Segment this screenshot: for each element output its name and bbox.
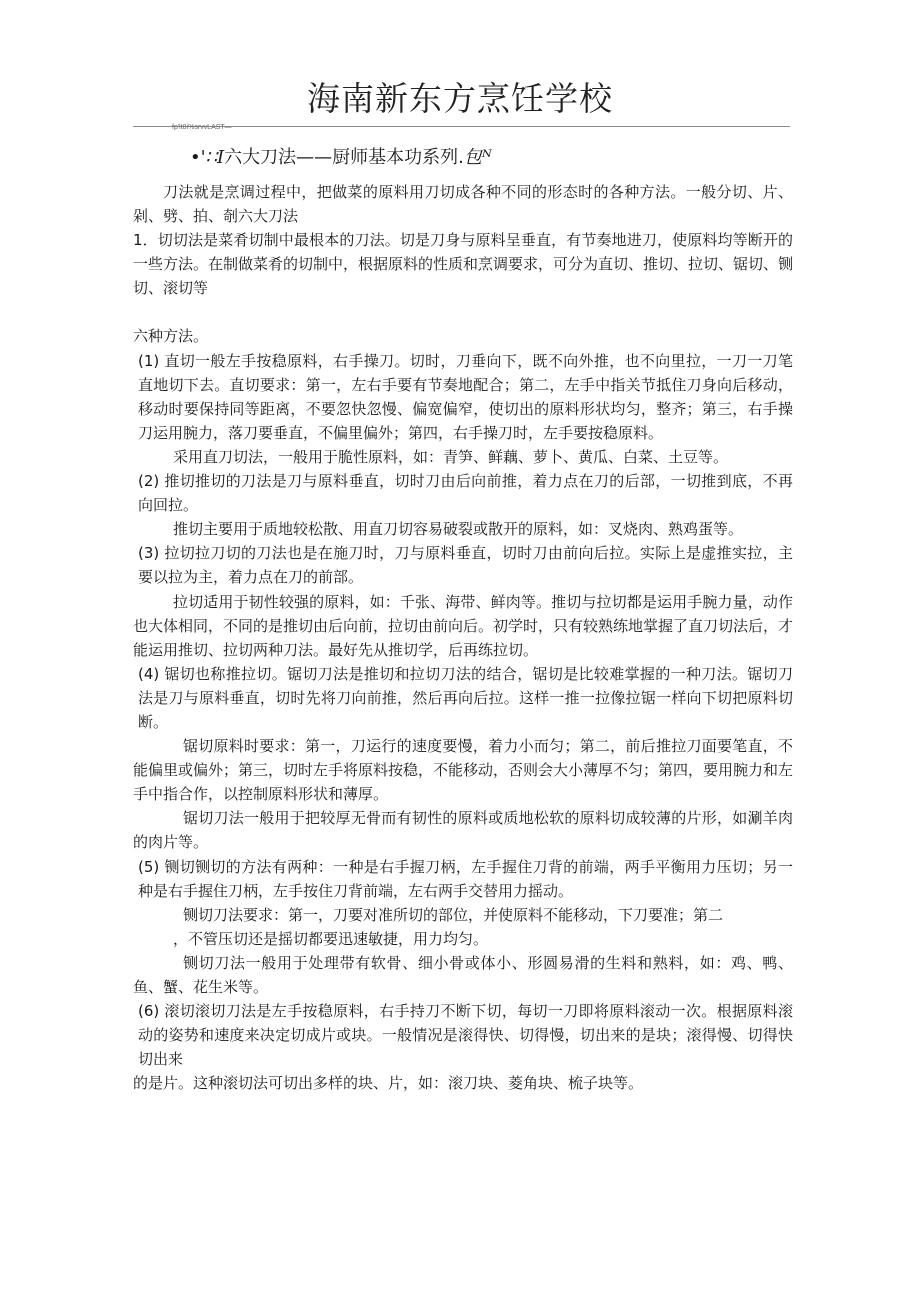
header-subtext: fp'lt8i%srvvLAST—: [172, 124, 232, 131]
paragraph-zhiqie: (1) 直切一般左手按稳原料，右手操刀。切时，刀垂向下，既不向外推，也不向里拉，一刀一刀笔直地切下去。直切要求：第一，左右手要有节奏地配合；第二，左手中指关节抵住刀身向后移动，移动时要保持同等距离，不要忽快忽慢、偏宽偏窄，使切出的原料形状均匀，整齐；第三，右手操刀运用腕力，落刀要垂直，不偏里偏外；第四，右手操刀时，左手要按稳原料。: [138, 351, 793, 442]
paragraph-juqie: (4) 锯切也称推拉切。锯切刀法是推切和拉切刀法的结合，锯切是比较难掌握的一种刀法。锯切刀法是刀与原料垂直，切时先将刀向前推，然后再向后拉。这样一推一拉像拉锯一样向下切把原料切断。: [138, 664, 793, 731]
paragraph-intro: 刀法就是烹调过程中，把做菜的原料用刀切成各种不同的形态时的各种方法。一般分切、片、剁、劈、拍、剞六大刀法: [133, 183, 793, 226]
paragraph-gunqie: (6) 滚切滚切刀法是左手按稳原料，右手持刀不断下切，每切一刀即将原料滚动一次。根据原料滚动的姿势和速度来决定切成片或块。一般情况是滚得快、切得慢，切出来的是块；滚得慢、切得快切出来: [138, 1002, 793, 1069]
paragraph-laqie: (3) 拉切拉刀切的刀法也是在施刀时，刀与原料垂直，切时刀由前向后拉。实际上是虚推实拉，主要以拉为主，着力点在刀的前部。: [138, 544, 793, 587]
school-name: 海南新东方烹饪学校: [307, 79, 613, 118]
paragraph-laqie-use: 拉切适用于韧性较强的原料，如：千张、海带、鲜肉等。推切与拉切都是运用手腕力量，动作也大体相同，不同的是推切由后向前，拉切由前向后。初学时，只有较熟练地掌握了直刀切法后，才能运用推切、拉切两种刀法。最好先从推切学，后再练拉切。: [133, 592, 794, 659]
paragraph-juqie-use: 锯切刀法一般用于把较厚无骨而有韧性的原料或质地松软的原料切成较薄的片形，如涮羊肉的肉片等。: [133, 809, 793, 852]
paragraph-zhaqie-use: 铡切刀法一般用于处理带有软骨、细小骨或体小、形圆易滑的生料和熟料，如：鸡、鸭、鱼、蟹、花生米等。: [133, 953, 793, 996]
paragraph-qie: 1．切切法是菜肴切制中最根本的刀法。切是刀身与原料呈垂直，有节奏地进刀，使原料均等断开的一些方法。在制做菜肴的切制中，根据原料的性质和烹调要求，可分为直切、推切、拉切、锯切、铡切、滚切等: [133, 231, 794, 298]
paragraph-tuiqie-use: 推切主要用于质地较松散、用直刀切容易破裂或散开的原料，如：叉烧肉、熟鸡蛋等。: [173, 520, 744, 539]
paragraph-six-methods: 六种方法。: [133, 327, 209, 346]
document-body: [133, 180, 793, 1095]
paragraph-zhaqie-requirements: 铡切刀法要求：第一，刀要对准所切的部位，并使原料不能移动，下刀要准；第二: [183, 905, 724, 924]
title-main: 六大刀法——厨师基本功系列.: [224, 147, 464, 168]
paragraph-zhiqie-use: 采用直刀切法，一般用于脆性原料，如：青笋、鲜藕、萝卜、黄瓜、白菜、土豆等。: [173, 447, 729, 466]
title-suffix-mark: 包ᴺ: [463, 147, 492, 168]
paragraph-zhaqie: (5) 铡切铡切的方法有两种：一种是右手握刀柄，左手握住刀背的前端，两手平衡用力压切；另一种是右手握住刀柄，左手按住刀背前端，左右两手交替用力摇动。: [138, 857, 793, 900]
paragraph-gap: [133, 300, 793, 324]
paragraph-zhaqie-requirements-cont: ，不管压切还是摇切都要迅速敏捷，用力均匀。: [173, 929, 489, 948]
document-title: [190, 147, 492, 169]
paragraph-gunqie-cont: 的是片。这种滚切法可切出多样的块、片，如：滚刀块、菱角块、梳子块等。: [133, 1074, 644, 1093]
paragraph-tuiqie: (2) 推切推切的刀法是刀与原料垂直，切时刀由后向前推，着力点在刀的后部，一切推到底，不再向回拉。: [138, 472, 793, 515]
title-prefix-mark: •'∷I: [190, 147, 225, 168]
paragraph-juqie-requirements: 锯切原料时要求：第一，刀运行的速度要慢，着力小而匀；第二，前后推拉刀面要笔直，不能偏里或偏外；第三，切时左手将原料按稳，不能移动，否则会大小薄厚不匀；第四，要用腕力和左手中指合作，以控制原料形状和薄厚。: [133, 737, 794, 804]
